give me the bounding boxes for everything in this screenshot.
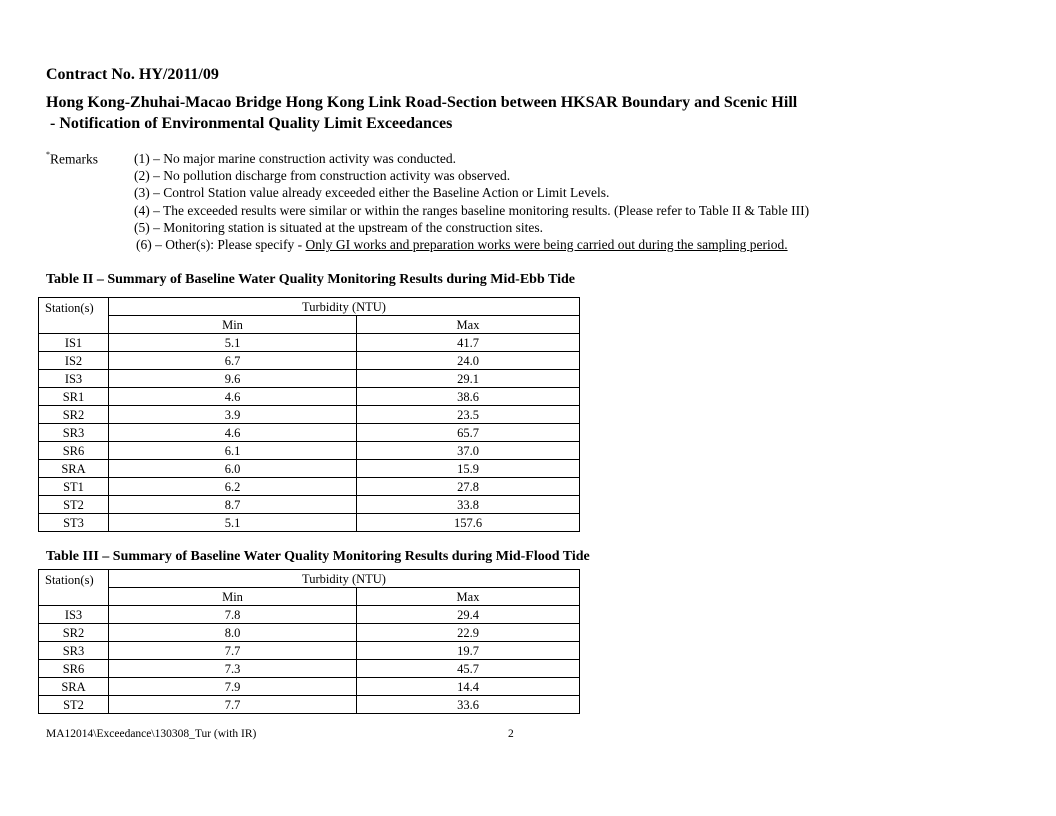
remark-other-detail: Only GI works and preparation works were being carried out during the sampling period. xyxy=(305,237,788,252)
station-cell: SR3 xyxy=(39,642,109,660)
max-cell: 38.6 xyxy=(357,388,580,406)
min-cell: 7.7 xyxy=(109,696,357,714)
table-row xyxy=(39,606,580,624)
remark-item-other xyxy=(136,237,788,253)
table-row xyxy=(39,478,580,496)
min-cell: 7.7 xyxy=(109,642,357,660)
table2-turbidity-header: Turbidity (NTU) xyxy=(109,298,580,316)
remark-item: (3) – Control Station value already exceeded either the Baseline Action or Limit Levels. xyxy=(134,185,610,200)
table-row xyxy=(39,424,580,442)
max-cell: 23.5 xyxy=(357,406,580,424)
table2-station-header: Station(s) xyxy=(39,298,109,316)
min-cell: 6.2 xyxy=(109,478,357,496)
remarks-label-text: Remarks xyxy=(50,151,98,167)
remark-item: (4) – The exceeded results were similar or within the ranges baseline monitoring results. (Please refer to Table II & Table III) xyxy=(134,203,810,218)
max-cell: 157.6 xyxy=(357,514,580,532)
table2-min-header: Min xyxy=(109,316,357,334)
min-cell: 8.0 xyxy=(109,624,357,642)
table3-min-header: Min xyxy=(109,588,357,606)
remarks-star: * xyxy=(46,150,50,159)
table2 xyxy=(38,297,580,532)
station-cell: SR2 xyxy=(39,624,109,642)
table2-title: Table II – Summary of Baseline Water Quality Monitoring Results during Mid-Ebb Tide xyxy=(46,272,575,287)
max-cell: 33.6 xyxy=(357,696,580,714)
min-cell: 8.7 xyxy=(109,496,357,514)
min-cell: 5.1 xyxy=(109,514,357,532)
max-cell: 33.8 xyxy=(357,496,580,514)
min-cell: 9.6 xyxy=(109,370,357,388)
table2-station-header-blank xyxy=(39,316,109,334)
station-cell: IS3 xyxy=(39,370,109,388)
table-row xyxy=(39,370,580,388)
table3-station-header: Station(s) xyxy=(39,570,109,588)
min-cell: 6.0 xyxy=(109,460,357,478)
remark-item: (1) – No major marine construction activity was conducted. xyxy=(134,151,457,166)
document-subtitle: - Notification of Environmental Quality Limit Exceedances xyxy=(46,115,453,132)
footer-file-path: MA12014\Exceedance\130308_Tur (with IR) xyxy=(46,728,257,740)
table-row xyxy=(39,460,580,478)
station-cell: IS1 xyxy=(39,334,109,352)
station-cell: ST2 xyxy=(39,496,109,514)
station-cell: IS3 xyxy=(39,606,109,624)
min-cell: 5.1 xyxy=(109,334,357,352)
table3-title: Table III – Summary of Baseline Water Quality Monitoring Results during Mid-Flood Tide xyxy=(46,549,590,564)
remark-item: (2) – No pollution discharge from construction activity was observed. xyxy=(134,168,511,183)
table-row xyxy=(39,696,580,714)
table-row xyxy=(39,624,580,642)
min-cell: 4.6 xyxy=(109,388,357,406)
min-cell: 6.7 xyxy=(109,352,357,370)
table-row xyxy=(39,352,580,370)
table3-station-header-blank xyxy=(39,588,109,606)
station-cell: SR6 xyxy=(39,660,109,678)
min-cell: 3.9 xyxy=(109,406,357,424)
max-cell: 22.9 xyxy=(357,624,580,642)
station-cell: ST2 xyxy=(39,696,109,714)
station-cell: IS2 xyxy=(39,352,109,370)
min-cell: 4.6 xyxy=(109,424,357,442)
station-cell: SR6 xyxy=(39,442,109,460)
max-cell: 24.0 xyxy=(357,352,580,370)
remark-other-prefix: (6) – Other(s): Please specify - xyxy=(136,237,306,252)
max-cell: 29.4 xyxy=(357,606,580,624)
max-cell: 45.7 xyxy=(357,660,580,678)
station-cell: SRA xyxy=(39,678,109,696)
station-cell: ST1 xyxy=(39,478,109,496)
table-row xyxy=(39,660,580,678)
table-row xyxy=(39,496,580,514)
page-number: 2 xyxy=(508,728,514,740)
max-cell: 14.4 xyxy=(357,678,580,696)
station-cell: SRA xyxy=(39,460,109,478)
table-row xyxy=(39,642,580,660)
table2-max-header: Max xyxy=(357,316,580,334)
table-row xyxy=(39,514,580,532)
station-cell: SR2 xyxy=(39,406,109,424)
table3-turbidity-header: Turbidity (NTU) xyxy=(109,570,580,588)
remark-item: (5) – Monitoring station is situated at the upstream of the construction sites. xyxy=(134,220,544,235)
remarks-label xyxy=(46,151,98,168)
min-cell: 6.1 xyxy=(109,442,357,460)
max-cell: 37.0 xyxy=(357,442,580,460)
station-cell: SR3 xyxy=(39,424,109,442)
max-cell: 65.7 xyxy=(357,424,580,442)
min-cell: 7.9 xyxy=(109,678,357,696)
max-cell: 19.7 xyxy=(357,642,580,660)
table3 xyxy=(38,569,580,714)
table-row xyxy=(39,334,580,352)
max-cell: 15.9 xyxy=(357,460,580,478)
station-cell: SR1 xyxy=(39,388,109,406)
table3-max-header: Max xyxy=(357,588,580,606)
table-row xyxy=(39,406,580,424)
min-cell: 7.3 xyxy=(109,660,357,678)
contract-number: Contract No. HY/2011/09 xyxy=(46,66,219,83)
table-row xyxy=(39,442,580,460)
max-cell: 29.1 xyxy=(357,370,580,388)
min-cell: 7.8 xyxy=(109,606,357,624)
max-cell: 41.7 xyxy=(357,334,580,352)
max-cell: 27.8 xyxy=(357,478,580,496)
station-cell: ST3 xyxy=(39,514,109,532)
table-row xyxy=(39,388,580,406)
table-row xyxy=(39,678,580,696)
document-title: Hong Kong-Zhuhai-Macao Bridge Hong Kong Link Road-Section between HKSAR Boundary and Scenic Hill xyxy=(46,94,798,111)
